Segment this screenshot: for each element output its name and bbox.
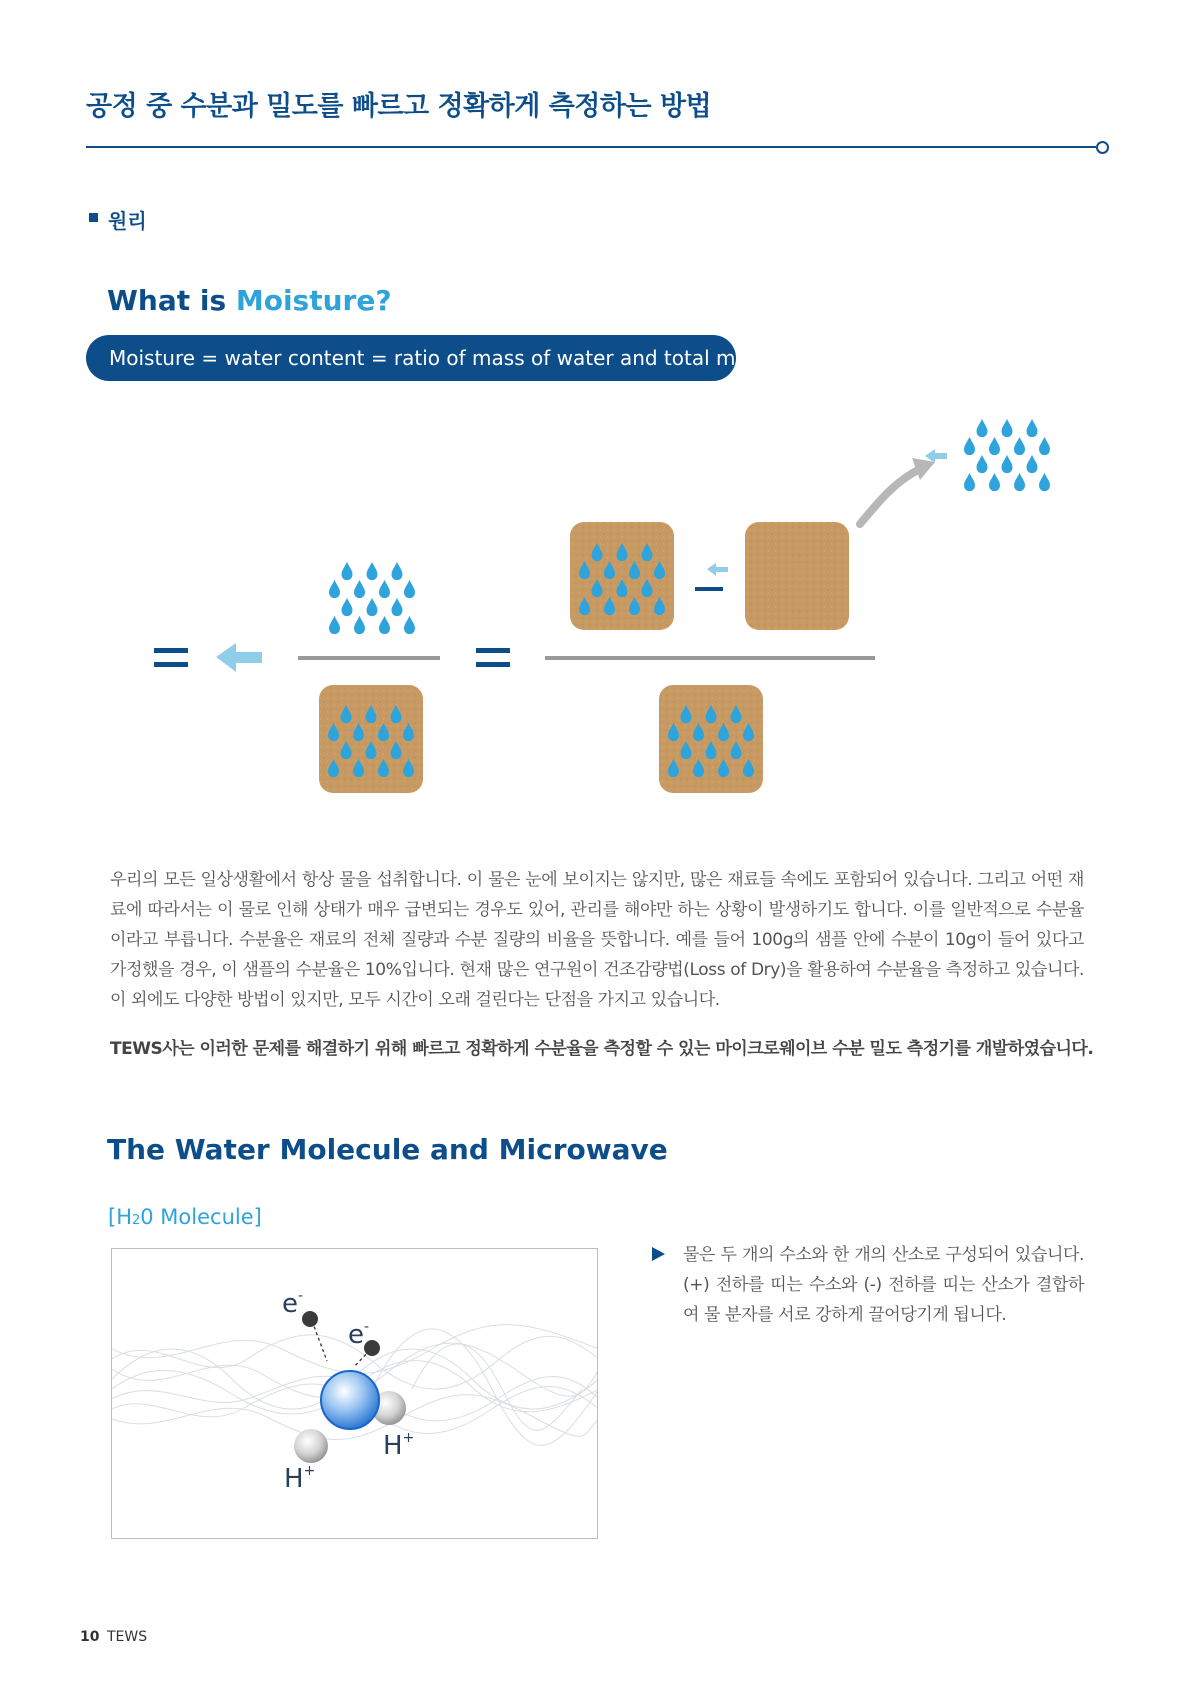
arrow-left-icon	[216, 643, 262, 672]
wet-sample-icon	[319, 685, 423, 793]
moisture-definition: Moisture = water content = ratio of mass of water and total mass	[86, 335, 736, 381]
fraction-line	[545, 656, 875, 660]
fraction-line	[298, 656, 440, 660]
moisture-explanation-paragraph: 우리의 모든 일상생활에서 항상 물을 섭취합니다. 이 물은 눈에 보이지는 않지만, 많은 재료들 속에도 포함되어 있습니다. 그리고 어떤 재료에 따라서는 이 물로 인해 상태가 매우 급변되는 경우도 있어, 관리를 해야만 하는 상황이 발생하기도 합니다. 이를 일반적으로 수분율이라고 부릅니다. 수분율은 재료의 전체 질량과 수분 질량의 비율을 뜻합니다. 예를 들어 100g의 샘플 안에 수분이 10g이 들어 있다고 가정했을 경우, 이 샘플의 수분율은 10%입니다. 현재 많은 연구원이 건조감량법(Loss of Dry)을 활용하여 수분율을 측정하고 있습니다. 이 외에도 다양한 방법이 있지만, 모두 시간이 오래 걸린다는 단점을 가지고 있습니다.	[110, 870, 1084, 1010]
electron-label: e-	[282, 1288, 304, 1319]
moisture-explanation	[110, 865, 1084, 1015]
caption-subscript: 2	[131, 1213, 141, 1228]
water-drop-icon	[329, 580, 340, 598]
water-drop-icon	[977, 419, 988, 437]
minus-icon	[695, 587, 723, 591]
water-drop-icon	[1027, 455, 1038, 473]
water-drop-icon	[392, 598, 403, 616]
water-drop-icon	[329, 616, 340, 634]
moisture-heading	[107, 284, 392, 317]
water-drop-icon	[1039, 473, 1050, 491]
water-drop-icon	[379, 616, 390, 634]
water-drop-icon	[379, 580, 390, 598]
water-drop-icon	[1039, 437, 1050, 455]
section-label: 원리	[108, 209, 147, 233]
footer-brand: TEWS	[107, 1629, 148, 1645]
electron-icon	[364, 1340, 380, 1356]
page-title: 공정 중 수분과 밀도를 빠르고 정확하게 측정하는 방법	[86, 91, 712, 122]
molecule-description: 물은 두 개의 수소와 한 개의 산소로 구성되어 있습니다. (+) 전하를 띠는 수소와 (-) 전하를 띠는 산소가 결합하여 물 분자를 서로 강하게 끌어당기게 됩니다.	[683, 1245, 1084, 1325]
water-drops-icon	[964, 419, 1050, 491]
water-drop-icon	[1002, 419, 1013, 437]
water-molecule-heading: The Water Molecule and Microwave	[107, 1133, 668, 1166]
electron-icon	[302, 1311, 318, 1327]
hydrogen-label: H+	[284, 1463, 316, 1494]
arrow-left-icon	[707, 563, 728, 576]
water-drop-icon	[1027, 419, 1038, 437]
water-drop-icon	[404, 580, 415, 598]
bond-line	[312, 1321, 327, 1361]
molecule-svg	[112, 1249, 598, 1539]
water-drop-icon	[342, 598, 353, 616]
water-drops-icon	[329, 562, 415, 634]
water-drop-icon	[367, 562, 378, 580]
water-drop-icon	[989, 437, 1000, 455]
water-drop-icon	[964, 473, 975, 491]
water-drop-icon	[404, 616, 415, 634]
water-drop-icon	[989, 473, 1000, 491]
moisture-ratio-diagram	[0, 400, 1190, 830]
water-drop-icon	[1014, 437, 1025, 455]
water-drop-icon	[354, 616, 365, 634]
title-divider	[86, 146, 1096, 148]
water-drop-icon	[354, 580, 365, 598]
oxygen-atom-icon	[321, 1371, 379, 1429]
square-bullet-icon	[89, 213, 98, 222]
water-molecule-illustration	[111, 1248, 598, 1539]
hydrogen-atom-icon	[294, 1429, 328, 1463]
triangle-bullet-icon	[652, 1247, 665, 1261]
electron-label: e-	[348, 1319, 370, 1350]
caption-text: 0 Molecule]	[140, 1205, 262, 1229]
water-drop-icon	[392, 562, 403, 580]
tews-statement: TEWS사는 이러한 문제를 해결하기 위해 빠르고 정확하게 수분율을 측정할 수 있는 마이크로웨이브 수분 밀도 측정기를 개발하였습니다.	[110, 1039, 1094, 1059]
water-drop-icon	[964, 437, 975, 455]
equals-icon	[154, 648, 188, 667]
dry-sample-icon	[745, 522, 849, 630]
curved-arrow-icon	[860, 458, 935, 524]
wet-sample-icon	[570, 522, 674, 630]
water-drop-icon	[367, 598, 378, 616]
molecule-caption	[108, 1205, 262, 1229]
page-number: 10	[80, 1629, 100, 1645]
water-drop-icon	[1002, 455, 1013, 473]
wet-sample-icon	[659, 685, 763, 793]
divider-end-circle-icon	[1096, 141, 1109, 154]
equals-icon	[476, 648, 510, 667]
water-drop-icon	[1014, 473, 1025, 491]
hydrogen-label: H+	[383, 1430, 415, 1461]
moisture-heading-accent: Moisture?	[235, 284, 392, 317]
water-drop-icon	[342, 562, 353, 580]
caption-text: [H	[108, 1205, 132, 1229]
moisture-heading-prefix: What is	[107, 284, 236, 317]
water-drop-icon	[977, 455, 988, 473]
